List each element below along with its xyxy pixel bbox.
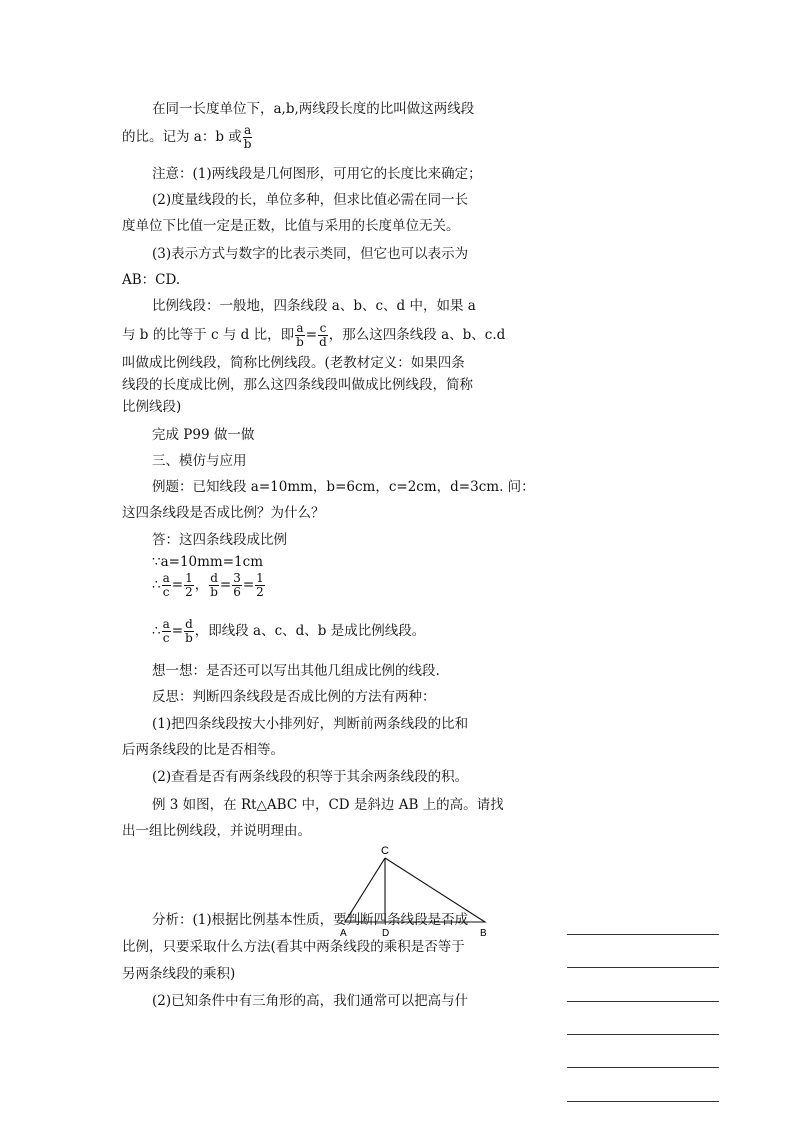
fraction-a-b bbox=[243, 124, 253, 151]
fraction-numerator: d bbox=[185, 617, 193, 631]
text-line: (1)把四条线段按大小排列好，判断前两条线段的比和 bbox=[152, 716, 469, 732]
text-line: ∴ $\frac{a}{c}$ = $\frac{d}{b}$ ，即线段 a、c、d、b 是成比例线段。 bbox=[152, 617, 426, 645]
fraction-denominator: b bbox=[296, 335, 304, 349]
therefore-symbol: ∴ bbox=[152, 623, 161, 639]
note-line bbox=[567, 1101, 719, 1102]
text-line: 另两条线段的乘积) bbox=[122, 966, 236, 982]
text-line bbox=[0, 124, 794, 151]
text-line: 想一想：是否还可以写出其他几组成比例的线段. bbox=[152, 663, 440, 679]
text-line: (2)查看是否有两条线段的积等于其余两条线段的积。 bbox=[152, 769, 469, 785]
fraction-a-c bbox=[162, 572, 171, 599]
fraction-one-half bbox=[184, 572, 194, 599]
fraction-a-c bbox=[162, 618, 171, 645]
text-line: 答：这四条线段成比例 bbox=[152, 532, 287, 548]
text-line: 注意：(1)两线段是几何图形，可用它的长度比来确定； bbox=[152, 166, 482, 182]
fraction-denominator: d bbox=[319, 335, 327, 349]
comma: ， bbox=[194, 577, 209, 593]
note-line bbox=[567, 1001, 719, 1002]
fraction-numerator: 1 bbox=[256, 571, 264, 585]
fraction-denominator: b bbox=[210, 585, 218, 599]
text-span: 与 b 的比等于 c 与 d 比，即 bbox=[122, 327, 295, 343]
text-line: 比例，只要采取什么方法(看其中两条线段的乘积是否等于 bbox=[122, 939, 465, 955]
fraction-denominator: 2 bbox=[185, 585, 193, 599]
vertex-label-d: D bbox=[382, 928, 390, 938]
text-span: ，即线段 a、c、d、b 是成比例线段。 bbox=[194, 623, 426, 639]
text-line: AB：CD. bbox=[122, 272, 181, 288]
fraction-d-b bbox=[184, 618, 194, 645]
fraction-denominator: 6 bbox=[233, 585, 241, 599]
text-line: 反思：判断四条线段是否成比例的方法有两种： bbox=[152, 689, 436, 705]
fraction-denominator: c bbox=[162, 585, 170, 599]
fraction-denominator: 2 bbox=[256, 585, 264, 599]
note-line bbox=[567, 1034, 719, 1035]
fraction-denominator: b bbox=[243, 137, 252, 151]
text-line: 在同一长度单位下，a,b,两线段长度的比叫做这两线段 bbox=[152, 101, 475, 117]
note-line bbox=[567, 934, 719, 935]
therefore-symbol: ∴ bbox=[152, 577, 161, 593]
text-line: 例 3 如图，在 Rt△ABC 中，CD 是斜边 AB 上的高。请找 bbox=[152, 797, 504, 813]
vertex-label-a: A bbox=[340, 928, 347, 938]
fraction-d-b bbox=[209, 572, 219, 599]
text-line: 完成 P99 做一做 bbox=[152, 427, 255, 443]
fraction-numerator: a bbox=[244, 123, 252, 137]
equals-sign: = bbox=[305, 327, 318, 343]
fraction-numerator: 3 bbox=[233, 571, 241, 585]
fraction-denominator: b bbox=[185, 631, 193, 645]
fraction-numerator: a bbox=[162, 571, 170, 585]
vertex-label-b: B bbox=[480, 928, 487, 938]
fraction-numerator: a bbox=[296, 321, 304, 335]
fraction-numerator: c bbox=[319, 321, 327, 335]
text-line: 线段的长度成比例，那么这四条线段叫做成比例线段，简称 bbox=[122, 377, 473, 393]
text-line: ∴ $\frac{a}{c}$ = $\frac{1}{2}$ ， $\frac{d}{b}$ = $\frac{3}{6}$ = $\frac{1}{2}$ bbox=[152, 571, 264, 599]
vertex-label-c: C bbox=[381, 845, 389, 857]
fraction-denominator: c bbox=[162, 631, 170, 645]
fraction-c-d bbox=[318, 322, 328, 349]
text-span: 的比。记为 a：b 或 bbox=[122, 129, 242, 145]
text-line: ∵a=10mm=1cm bbox=[152, 554, 263, 570]
text-line: 分析：(1)根据比例基本性质，要判断四条线段是否成 bbox=[152, 912, 469, 928]
text-line: (2)已知条件中有三角形的高，我们通常可以把高与什 bbox=[152, 993, 469, 1009]
fraction-numerator: a bbox=[162, 617, 170, 631]
text-line: 这四条线段是否成比例？为什么？ bbox=[122, 505, 325, 521]
text-line: 叫做成比例线段，简称比例线段。(老教材定义：如果四条 bbox=[122, 355, 465, 371]
text-line: 度单位下比值一定是正数，比值与采用的长度单位无关。 bbox=[122, 218, 460, 234]
text-line: 比例线段) bbox=[122, 399, 182, 415]
fraction-three-six bbox=[232, 572, 242, 599]
text-line: (2)度量线段的长，单位多种，但求比值必需在同一长 bbox=[152, 192, 469, 208]
fraction-one-half bbox=[255, 572, 265, 599]
note-line bbox=[567, 1067, 719, 1068]
note-line bbox=[567, 967, 719, 968]
fraction-numerator: d bbox=[210, 571, 218, 585]
text-line: 例题：已知线段 a=10mm，b=6cm，c=2cm，d=3cm. 问： bbox=[152, 479, 535, 495]
text-line bbox=[0, 322, 794, 349]
section-heading: 三、模仿与应用 bbox=[152, 453, 247, 469]
text-line: (3)表示方式与数字的比表示类同，但它也可以表示为 bbox=[152, 246, 469, 262]
text-span: ，那么这四条线段 a、b、c.d bbox=[328, 327, 506, 343]
fraction-a-b bbox=[295, 322, 305, 349]
text-line: 出一组比例线段，并说明理由。 bbox=[122, 823, 311, 839]
text-line: 后两条线段的比是否相等。 bbox=[122, 742, 284, 758]
fraction-numerator: 1 bbox=[185, 571, 193, 585]
text-line: 比例线段：一般地，四条线段 a、b、c、d 中，如果 a bbox=[152, 298, 476, 314]
